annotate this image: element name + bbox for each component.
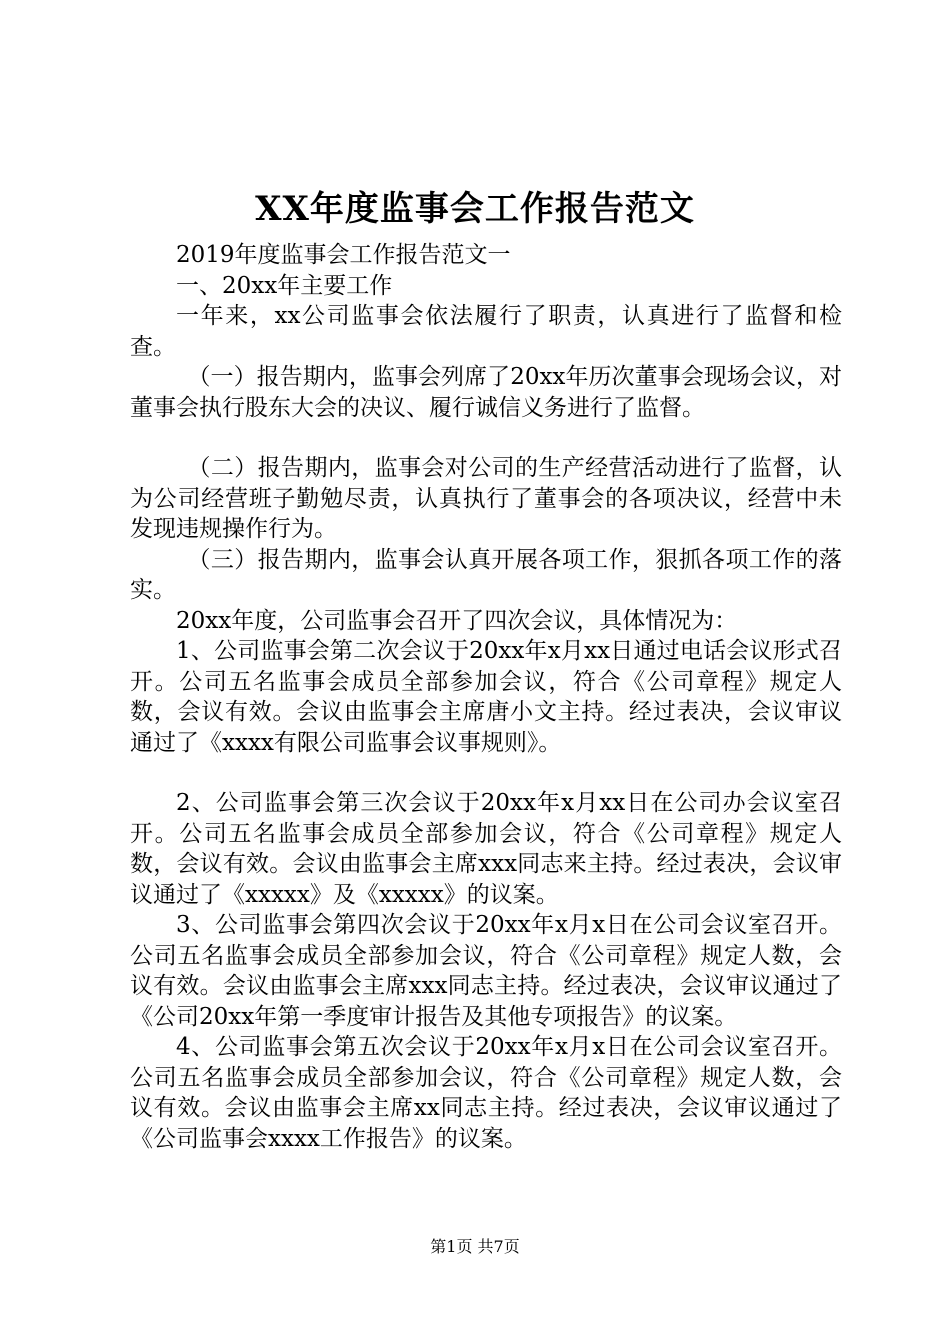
document-title: XX年度监事会工作报告范文 — [255, 189, 695, 229]
document-body — [130, 240, 842, 1154]
paragraph-intro: 一年来，xx公司监事会依法履行了职责，认真进行了监督和检查。 — [130, 303, 842, 360]
paragraph-meetings-summary: 20xx年度，公司监事会召开了四次会议，具体情况为： — [176, 607, 738, 634]
paragraph-item-3: （三）报告期内，监事会认真开展各项工作，狠抓各项工作的落实。 — [130, 546, 842, 603]
paragraph-item-2: （二）报告期内，监事会对公司的生产经营活动进行了监督，认为公司经营班子勤勉尽责，认真执行了董事会的各项决议，经营中未发现违规操作行为。 — [130, 455, 842, 542]
paragraph-item-1: （一）报告期内，监事会列席了20xx年历次董事会现场会议，对董事会执行股东大会的决议、履行诚信义务进行了监督。 — [130, 364, 842, 421]
page-number-footer: 第1页 共7页 — [430, 1237, 520, 1256]
paragraph-section-heading: 一、20xx年主要工作 — [176, 272, 393, 299]
paragraph-meeting-4: 4、公司监事会第五次会议于20xx年x月x日在公司会议室召开。公司五名监事会成员全部参加会议，符合《公司章程》规定人数，会议有效。会议由监事会主席xx同志主持。经过表决，会议审议通过了《公司监事会xxxx工作报告》的议案。 — [130, 1034, 842, 1152]
paragraph-meeting-1: 1、公司监事会第二次会议于20xx年x月xx日通过电话会议形式召开。公司五名监事会成员全部参加会议，符合《公司章程》规定人数，会议有效。会议由监事会主席唐小文主持。经过表决，会议审议通过了《xxxx有限公司监事会议事规则》。 — [130, 638, 842, 756]
paragraph-subtitle: 2019年度监事会工作报告范文一 — [176, 242, 511, 268]
paragraph-meeting-2: 2、公司监事会第三次会议于20xx年x月xx日在公司办会议室召开。公司五名监事会成员全部参加会议，符合《公司章程》规定人数，会议有效。会议由监事会主席xxx同志来主持。经过表决，会议审议通过了《xxxxx》及《xxxxx》的议案。 — [130, 790, 842, 908]
paragraph-meeting-3: 3、公司监事会第四次会议于20xx年x月x日在公司会议室召开。公司五名监事会成员全部参加会议，符合《公司章程》规定人数，会议有效。会议由监事会主席xxx同志主持。经过表决，会议审议通过了《公司20xx年第一季度审计报告及其他专项报告》的议案。 — [130, 912, 842, 1030]
